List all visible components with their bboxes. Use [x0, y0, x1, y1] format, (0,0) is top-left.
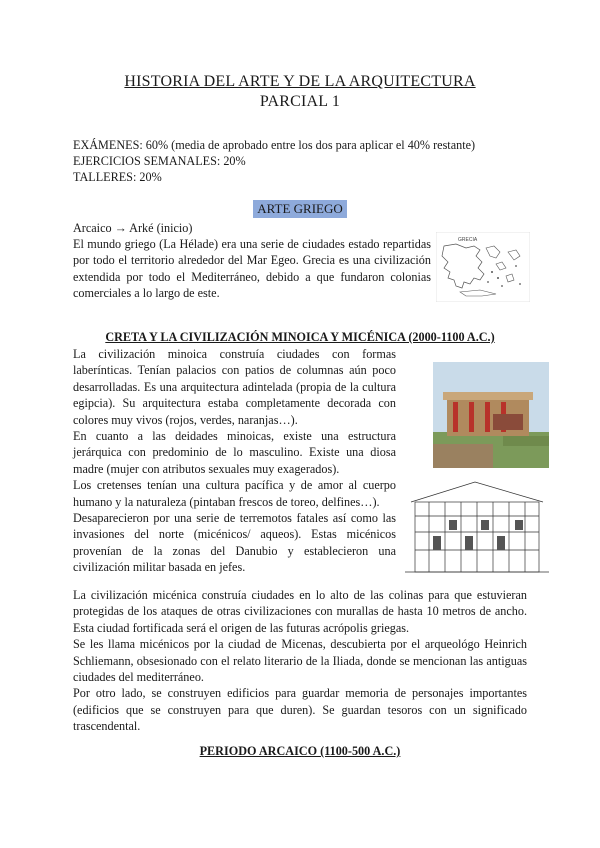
- section-heading-arcaico: PERIODO ARCAICO (1100-500 A.C.): [199, 744, 401, 758]
- mycenae-text: [73, 587, 527, 735]
- creta-paragraph-3: Los cretenses tenían una cultura pacífica y de amor al cuerpo humano y la naturaleza (pintaban frescos de toreo, delfines…).: [73, 478, 396, 509]
- section-heading-creta: CRETA Y LA CIVILIZACIÓN MINOICA Y MICÉNICA (2000-1100 A.C.): [105, 330, 495, 344]
- creta-column-text: [73, 346, 396, 576]
- mycenae-drawing-image: [405, 472, 549, 576]
- creta-paragraph-2: En cuanto a las deidades minoicas, existe una estructura jerárquica con predominio de lo masculino. Existe una diosa madre (mujer con atributos sexuales muy exagerados).: [73, 429, 396, 476]
- creta-paragraph-1: La civilización minoica construía ciudades con formas laberínticas. Tenían palacios con patios de columnas aún poco desarrolladas. Es una arquitectura adintelada (propia de la cultura egipcia). Su arquitectura estaba completamente decorada con colores muy vivos (rojos, verdes, naranjas…).: [73, 347, 396, 427]
- grading-weekly: EJERCICIOS SEMANALES: 20%: [73, 154, 246, 168]
- greek-intro-text: El mundo griego (La Hélade) era una serie de ciudades estado repartidas por todo el territorio alrededor del Mar Egeo. Grecia es una civilización extendida por todo el Mediterráneo, debido a que fundaron colonias comerciales a lo largo de este.: [73, 237, 431, 301]
- section-badge-wrap: [0, 200, 600, 218]
- greek-intro: [73, 236, 431, 302]
- etymology-line: Arcaico → Arké (inicio): [73, 221, 193, 235]
- map-label: GRECIA: [458, 237, 478, 243]
- knossos-palace-image: [433, 362, 549, 468]
- section-badge-greek: ARTE GRIEGO: [253, 200, 347, 218]
- document-subtitle: PARCIAL 1: [259, 93, 341, 110]
- greece-map-image: [436, 232, 530, 302]
- mycenae-paragraph-3: Por otro lado, se construyen edificios para guardar memoria de personajes importantes (edificios que se construyen para que duren). Se guardan tesoros con un significado trascendental.: [73, 686, 527, 734]
- document-title: HISTORIA DEL ARTE Y DE LA ARQUITECTURA: [124, 73, 476, 90]
- grading-exams: EXÁMENES: 60% (media de aprobado entre los dos para aplicar el 40% restante): [73, 138, 476, 152]
- creta-paragraph-4: Desaparecieron por una serie de terremotos fatales así como las invasiones del norte (micénicos/ aqueos). Estas micénicos provenían de la zonas del Danubio y establecieron una civilización militar basada en jefes.: [73, 511, 396, 575]
- grading-workshops: TALLERES: 20%: [73, 170, 162, 184]
- mycenae-paragraph-1: La civilización micénica construía ciudades en lo alto de las colinas para que estuvieran protegidas de los ataques de otras civilizaciones con murallas de hasta 10 metros de ancho. Esta ciudad fortificada será el origen de las futuras acrópolis griegas.: [73, 588, 527, 635]
- mycenae-paragraph-2: Se les llama micénicos por la ciudad de Micenas, descubierta por el arqueológo Heinrich Schliemann, obsesionado con el relato literario de la Iliada, donde se mencionan las antiguas ciudades del mediterráneo.: [73, 637, 527, 685]
